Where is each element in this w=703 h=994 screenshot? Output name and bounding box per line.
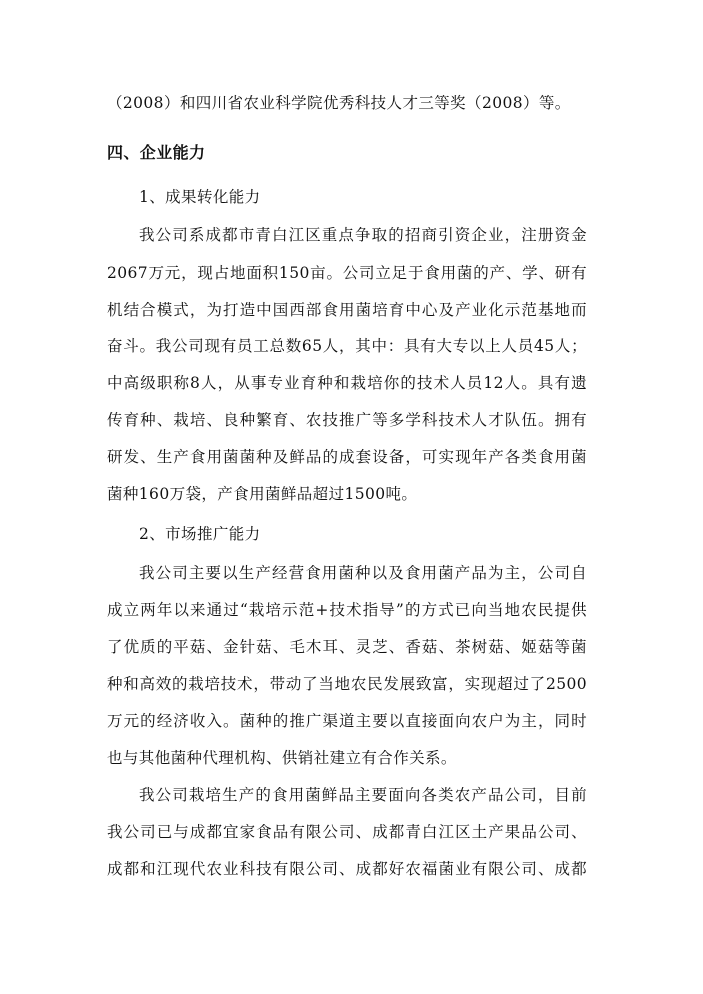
paragraph-line: 我公司主要以生产经营食用菌种以及食用菌产品为主，公司自 (139, 564, 587, 582)
paragraph-line: 机结合模式，为打造中国西部食用菌培育中心及产业化示范基地而 (107, 301, 587, 319)
paragraph-line: 奋斗。我公司现有员工总数65人，其中：具有大专以上人员45人； (107, 337, 587, 355)
paragraph-line: 我公司系成都市青白江区重点争取的招商引资企业，注册资金 (139, 226, 587, 244)
intro-line: （2008）和四川省农业科学院优秀科技人才三等奖（2008）等。 (107, 94, 571, 112)
paragraph-line: 我公司已与成都宜家食品有限公司、成都青白江区土产果品公司、 (107, 823, 587, 841)
subsection-title-1: 1、成果转化能力 (139, 188, 261, 206)
paragraph-line: 菌种160万袋，产食用菌鲜品超过1500吨。 (107, 485, 418, 503)
paragraph-line: 传育种、栽培、良种繁育、农技推广等多学科技术人才队伍。拥有 (107, 411, 587, 429)
paragraph-line: 2067万元，现占地面积150亩。公司立足于食用菌的产、学、研有 (107, 264, 587, 282)
paragraph-line: 研发、生产食用菌菌种及鲜品的成套设备，可实现年产各类食用菌 (107, 448, 587, 466)
subsection-title-2: 2、市场推广能力 (139, 525, 261, 543)
paragraph-line: 中高级职称8人，从事专业育种和栽培你的技术人员12人。具有遗 (107, 374, 587, 392)
paragraph-line: 万元的经济收入。菌种的推广渠道主要以直接面向农户为主，同时 (107, 712, 587, 730)
paragraph-line: 我公司栽培生产的食用菌鲜品主要面向各类农产品公司，目前 (139, 786, 587, 804)
paragraph-line: 种和高效的栽培技术，带动了当地农民发展致富，实现超过了2500 (107, 675, 587, 693)
section-heading: 四、企业能力 (107, 143, 206, 162)
paragraph-line: 成都和江现代农业科技有限公司、成都好农福菌业有限公司、成都 (107, 860, 587, 878)
paragraph-line: 了优质的平菇、金针菇、毛木耳、灵芝、香菇、茶树菇、姬菇等菌 (107, 638, 587, 656)
paragraph-line: 成立两年以来通过“栽培示范+技术指导”的方式已向当地农民提供 (107, 601, 587, 619)
paragraph-line: 也与其他菌种代理机构、供销社建立有合作关系。 (107, 749, 457, 767)
